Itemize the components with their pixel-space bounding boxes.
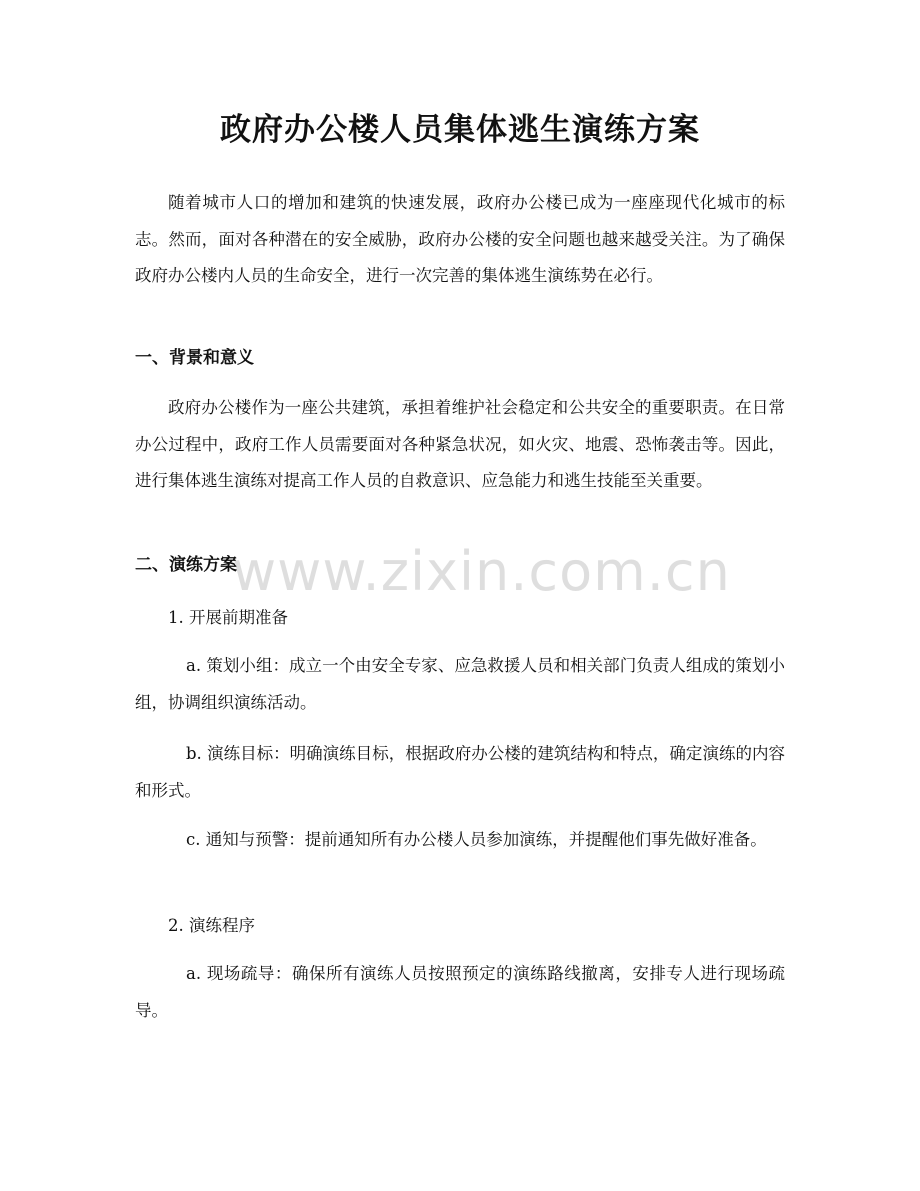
watermark: www.zixin.com.cn <box>232 540 731 603</box>
document-title: 政府办公楼人员集体逃生演练方案 <box>220 112 700 148</box>
intro-paragraph: 随着城市人口的增加和建筑的快速发展，政府办公楼已成为一座座现代化城市的标志。然而，面对各种潜在的安全威胁，政府办公楼的安全问题也越来越受关注。为了确保政府办公楼内人员的生命安全，进行一次完善的集体逃生演练势在必行。 <box>135 193 785 285</box>
list-item-on-site-guidance: a. 现场疏导：确保所有演练人员按照预定的演练路线撤离，安排专人进行现场疏导。 <box>135 964 785 1020</box>
list-item-preparation: 1. 开展前期准备 <box>168 608 288 627</box>
background-paragraph: 政府办公楼作为一座公共建筑，承担着维护社会稳定和公共安全的重要职责。在日常办公过程中，政府工作人员需要面对各种紧急状况，如火灾、地震、恐怖袭击等。因此，进行集体逃生演练对提高工作人员的自救意识、应急能力和逃生技能至关重要。 <box>135 398 785 490</box>
list-item-notification: c. 通知与预警：提前通知所有办公楼人员参加演练，并提醒他们事先做好准备。 <box>186 830 767 849</box>
list-item-planning-group: a. 策划小组：成立一个由安全专家、应急救援人员和相关部门负责人组成的策划小组，协调组织演练活动。 <box>135 656 785 712</box>
section-heading-background: 一、背景和意义 <box>135 348 254 368</box>
list-item-drill-procedure: 2. 演练程序 <box>168 916 255 935</box>
list-item-drill-goal: b. 演练目标：明确演练目标，根据政府办公楼的建筑结构和特点，确定演练的内容和形式。 <box>135 744 785 800</box>
section-heading-plan: 二、演练方案 <box>135 555 237 575</box>
